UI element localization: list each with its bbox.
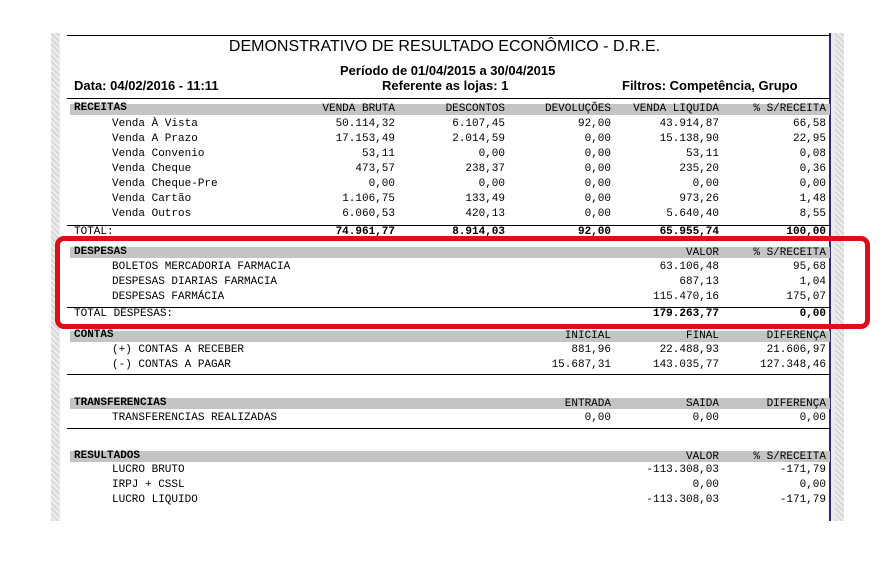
receitas-total-pct: 100,00 (786, 226, 826, 238)
contas-row-inicial: 881,96 (571, 344, 611, 356)
receitas-row-bruta: 1.106,75 (342, 193, 395, 205)
receitas-row-devolucoes: 0,00 (584, 148, 611, 160)
transferencias-row-entrada: 0,00 (584, 412, 611, 424)
receitas-row-pct: 0,08 (799, 148, 826, 160)
receitas-row-descontos: 238,37 (465, 163, 505, 175)
receitas-row-devolucoes: 92,00 (577, 118, 611, 130)
receitas-row-bruta: 0,00 (368, 178, 395, 190)
top-rule (67, 35, 831, 36)
receitas-row-pct: 0,36 (799, 163, 826, 175)
col-contas-final: FINAL (685, 330, 719, 342)
section-title-resultados: RESULTADOS (74, 450, 141, 462)
report-title: DEMONSTRATIVO DE RESULTADO ECONÔMICO - D.R.E. (228, 38, 661, 55)
receitas-row-pct: 22,95 (792, 133, 826, 145)
receitas-row-label: Venda À Vista (112, 118, 198, 130)
resultados-row-valor: -113.308,03 (646, 494, 719, 506)
receitas-total-bruta: 74.961,77 (335, 226, 395, 238)
col-despesas-valor: VALOR (685, 247, 719, 259)
receitas-row-liquida: 43.914,87 (659, 118, 719, 130)
receitas-row-devolucoes: 0,00 (584, 208, 611, 220)
receitas-total-label: TOTAL: (74, 226, 114, 238)
transferencias-row-diferenca: 0,00 (799, 412, 826, 424)
receitas-row-bruta: 53,11 (361, 148, 395, 160)
resultados-row-valor: -113.308,03 (646, 464, 719, 476)
resultados-row-label: LUCRO BRUTO (112, 464, 185, 476)
contas-rule (67, 374, 831, 375)
receitas-row-label: Venda Outros (112, 208, 192, 220)
receitas-total-liquida: 65.955,74 (659, 226, 719, 238)
receitas-row-pct: 66,58 (792, 118, 826, 130)
contas-row-inicial: 15.687,31 (551, 359, 611, 371)
header-rule (67, 98, 831, 99)
date-label: Data: 04/02/2016 - 11:11 (74, 78, 219, 93)
col-resultados-pct: % S/RECEITA (753, 451, 826, 463)
transferencias-row-saida: 0,00 (692, 412, 719, 424)
receitas-row-devolucoes: 0,00 (584, 178, 611, 190)
resultados-row-label: LUCRO LIQUIDO (112, 494, 198, 506)
receitas-row-descontos: 0,00 (478, 148, 505, 160)
contas-row-label: (+) CONTAS A RECEBER (112, 344, 245, 356)
resultados-row-label: IRPJ + CSSL (112, 479, 185, 491)
col-resultados-valor: VALOR (685, 451, 719, 463)
despesas-row-pct: 95,68 (792, 261, 826, 273)
receitas-row-bruta: 17.153,49 (335, 133, 395, 145)
receitas-row-liquida: 15.138,90 (659, 133, 719, 145)
despesas-total-pct: 0,00 (799, 308, 826, 320)
receitas-row-devolucoes: 0,00 (584, 133, 611, 145)
col-transf-entrada: ENTRADA (564, 398, 611, 410)
contas-row-label: (-) CONTAS A PAGAR (112, 359, 231, 371)
col-contas-diferenca: DIFERENÇA (766, 330, 826, 342)
section-title-despesas: DESPESAS (74, 246, 127, 258)
section-title-receitas: RECEITAS (74, 102, 127, 114)
receitas-row-descontos: 6.107,45 (452, 118, 505, 130)
receitas-row-pct: 1,48 (799, 193, 826, 205)
despesas-row-valor: 115.470,16 (652, 291, 719, 303)
col-descontos: DESCONTOS (445, 103, 505, 115)
receitas-row-liquida: 973,26 (679, 193, 719, 205)
receitas-row-label: Venda Cartão (112, 193, 192, 205)
transferencias-rule (67, 428, 831, 429)
receitas-row-devolucoes: 0,00 (584, 193, 611, 205)
col-transf-saida: SAIDA (685, 398, 719, 410)
despesas-row-pct: 1,04 (799, 276, 826, 288)
receitas-row-devolucoes: 0,00 (584, 163, 611, 175)
col-despesas-pct: % S/RECEITA (753, 247, 826, 259)
resultados-row-valor: 0,00 (692, 479, 719, 491)
receitas-row-bruta: 473,57 (355, 163, 395, 175)
contas-row-final: 143.035,77 (652, 359, 719, 371)
receitas-row-liquida: 0,00 (692, 178, 719, 190)
receitas-row-descontos: 2.014,59 (452, 133, 505, 145)
receitas-row-label: Venda Convenio (112, 148, 205, 160)
receitas-total-descontos: 8.914,03 (452, 226, 505, 238)
receitas-row-label: Venda A Prazo (112, 133, 198, 145)
receitas-row-descontos: 0,00 (478, 178, 505, 190)
transferencias-row-label: TRANSFERENCIAS REALIZADAS (112, 412, 278, 424)
despesas-row-valor: 687,13 (679, 276, 719, 288)
col-transf-diferenca: DIFERENÇA (766, 398, 826, 410)
despesas-row-pct: 175,07 (786, 291, 826, 303)
col-venda-bruta: VENDA BRUTA (322, 103, 395, 115)
receitas-row-label: Venda Cheque-Pre (112, 178, 218, 190)
highlight-box (55, 236, 870, 329)
contas-row-diferenca: 21.606,97 (766, 344, 826, 356)
stores-label: Referente as lojas: 1 (382, 78, 509, 93)
despesas-row-label: DESPESAS FARMÁCIA (112, 291, 225, 303)
resultados-row-pct: 0,00 (799, 479, 826, 491)
period-label: Período de 01/04/2015 a 30/04/2015 (340, 63, 556, 78)
contas-row-diferenca: 127.348,46 (759, 359, 826, 371)
despesas-row-valor: 63.106,48 (659, 261, 719, 273)
receitas-row-bruta: 50.114,32 (335, 118, 395, 130)
receitas-row-liquida: 53,11 (685, 148, 719, 160)
despesas-row-label: DESPESAS DIARIAS FARMACIA (112, 276, 278, 288)
section-title-contas: CONTAS (74, 329, 114, 341)
resultados-row-pct: -171,79 (779, 494, 826, 506)
receitas-row-pct: 0,00 (799, 178, 826, 190)
receitas-row-pct: 8,55 (799, 208, 826, 220)
col-venda-liquida: VENDA LIQUIDA (633, 103, 719, 115)
receitas-row-liquida: 5.640,40 (666, 208, 719, 220)
receitas-row-descontos: 420,13 (465, 208, 505, 220)
receitas-total-devolucoes: 92,00 (577, 226, 611, 238)
col-contas-inicial: INICIAL (564, 330, 611, 342)
filters-label: Filtros: Competência, Grupo (622, 78, 798, 93)
col-devolucoes: DEVOLUÇÕES (544, 103, 611, 115)
section-title-transferencias: TRANSFERENCIAS (74, 397, 167, 409)
col-pct-receita: % S/RECEITA (753, 103, 826, 115)
receitas-row-liquida: 235,20 (679, 163, 719, 175)
receitas-row-descontos: 133,49 (465, 193, 505, 205)
receitas-row-bruta: 6.060,53 (342, 208, 395, 220)
receitas-row-label: Venda Cheque (112, 163, 192, 175)
resultados-row-pct: -171,79 (779, 464, 826, 476)
contas-row-final: 22.488,93 (659, 344, 719, 356)
despesas-total-label: TOTAL DESPESAS: (74, 308, 174, 320)
despesas-total-valor: 179.263,77 (652, 308, 719, 320)
despesas-row-label: BOLETOS MERCADORIA FARMACIA (112, 261, 291, 273)
